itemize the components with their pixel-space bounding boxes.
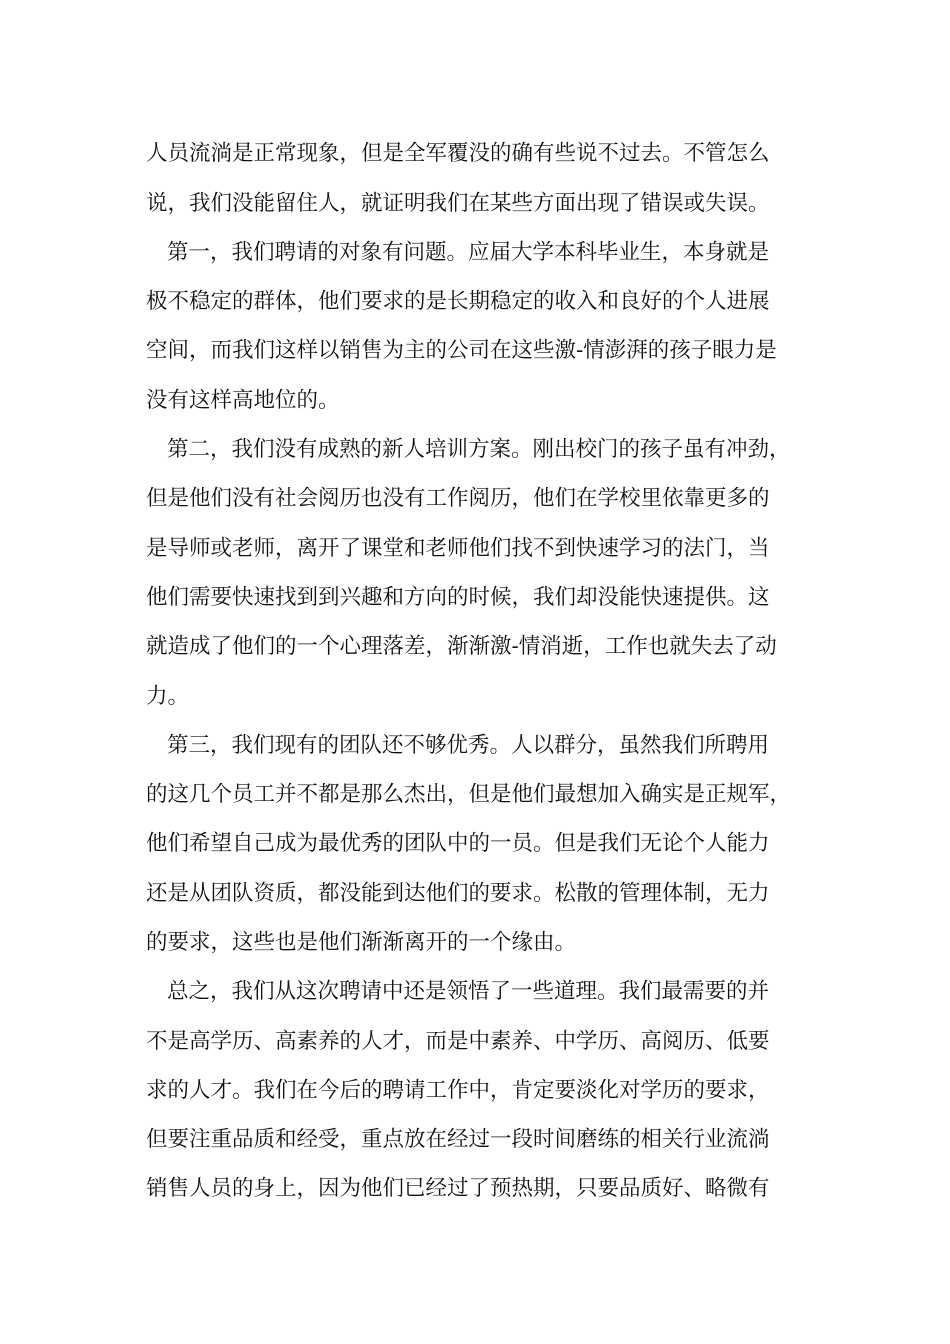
text-line: 但是他们没有社会阅历也没有工作阅历，他们在学校里依靠更多的 xyxy=(146,486,770,511)
text-line: 总之，我们从这次聘请中还是领悟了一些道理。我们最需要的并 xyxy=(167,979,770,1004)
text-line: 还是从团队资质，都没能到达他们的要求。松散的管理体制，无力 xyxy=(146,881,770,906)
text-line: 力。 xyxy=(146,684,190,709)
text-line: 但要注重品质和经受，重点放在经过一段时间磨练的相关行业流淌 xyxy=(146,1127,770,1152)
text-line: 求的人才。我们在今后的聘请工作中，肯定要淡化对学历的要求， xyxy=(146,1078,770,1103)
text-line: 的这几个员工并不都是那么杰出，但是他们最想加入确实是正规军， xyxy=(146,782,792,807)
text-line: 极不稳定的群体，他们要求的是长期稳定的收入和良好的个人进展 xyxy=(146,289,770,314)
text-line: 不是高学历、高素养的人才，而是中素养、中学历、高阅历、低要 xyxy=(146,1029,770,1054)
text-line: 他们希望自己成为最优秀的团队中的一员。但是我们无论个人能力 xyxy=(146,831,770,856)
text-line: 第一，我们聘请的对象有问题。应届大学本科毕业生，本身就是 xyxy=(167,240,770,265)
text-line: 的要求，这些也是他们渐渐离开的一个缘由。 xyxy=(146,930,577,955)
text-line: 人员流淌是正常现象，但是全军覆没的确有些说不过去。不管怎么 xyxy=(146,141,770,166)
text-line: 他们需要快速找到到兴趣和方向的时候，我们却没能快速提供。这 xyxy=(146,585,770,610)
text-line: 销售人员的身上，因为他们已经过了预热期，只要品质好、略微有 xyxy=(146,1176,770,1201)
text-line: 第三，我们现有的团队还不够优秀。人以群分，虽然我们所聘用 xyxy=(167,733,770,758)
text-line: 是导师或老师，离开了课堂和老师他们找不到快速学习的法门，当 xyxy=(146,536,770,561)
text-line: 就造成了他们的一个心理落差，渐渐激-情消逝，工作也就失去了动 xyxy=(146,634,777,659)
text-line: 说，我们没能留住人，就证明我们在某些方面出现了错误或失误。 xyxy=(146,191,770,216)
text-line: 第二，我们没有成熟的新人培训方案。刚出校门的孩子虽有冲劲， xyxy=(167,437,791,462)
text-line: 没有这样高地位的。 xyxy=(146,388,340,413)
text-line: 空间，而我们这样以销售为主的公司在这些激-情澎湃的孩子眼力是 xyxy=(146,338,777,363)
